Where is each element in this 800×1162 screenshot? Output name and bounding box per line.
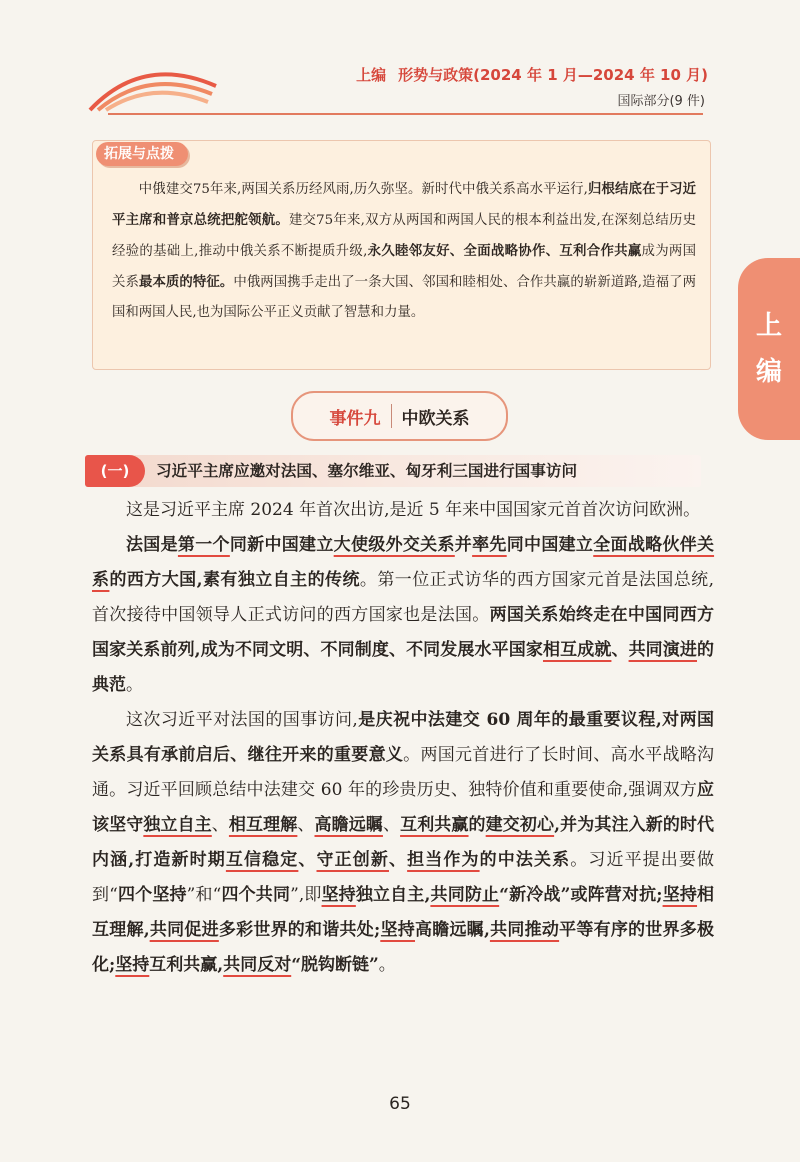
text-run: 、 <box>382 815 401 835</box>
underlined-phrase: 共同反对 <box>223 955 292 975</box>
text-run: 、 <box>388 850 408 870</box>
running-head <box>356 64 708 85</box>
underlined-phrase: 共同防止 <box>430 885 500 905</box>
text-run: 中俄建交75年来,两国关系历经风雨,历久弥坚。新时代中俄关系高水平运行, <box>138 182 588 197</box>
page-number: 65 <box>389 1094 411 1114</box>
event-title <box>291 391 508 441</box>
underlined-phrase: 独立自主 <box>143 815 212 835</box>
text-run: 四个坚持 <box>117 885 187 905</box>
header-rule <box>108 113 703 115</box>
paragraph <box>92 528 714 703</box>
underlined-phrase: 担当作为 <box>407 850 480 870</box>
text-run: 建交75年来,双方从两国和两国人民的根本利益出发,在深刻总结历史经验的基础上,推动中俄关系不断提质升级, <box>112 213 696 259</box>
text-run: 、 <box>297 815 315 835</box>
text-run: 。两国元首进行了长时间、高水平战略沟通。习近平回顾总结中法建交 60 年的珍贵历史、独特价值和重要使命,强调双方 <box>92 745 715 800</box>
underlined-phrase: 建交初心 <box>485 815 555 835</box>
text-run: 相互理解, <box>92 885 715 940</box>
side-tab <box>738 258 800 440</box>
text-run: 独立自主, <box>355 885 431 905</box>
text-run: 这是习近平主席 2024 年首次出访,是近 5 年来中国国家元首首次访问欧洲。 <box>126 500 701 520</box>
text-run: 高瞻远瞩, <box>415 920 490 940</box>
text-run: 的中法关系 <box>479 850 571 870</box>
text-run: 的典范 <box>92 640 715 695</box>
text-run: 。第一位正式访华的西方国家元首是法国总统,首次接待中国领导人正式访问的西方国家也是法国。 <box>92 570 715 625</box>
text-run: 、 <box>611 640 629 660</box>
text-run: ,并为其注入新的时代内涵,打造新时期 <box>92 815 715 870</box>
text-run: 这次习近平对法国的国事访问, <box>126 710 358 730</box>
text-run: 应该坚守 <box>92 780 714 835</box>
underlined-phrase: 大使级外交关系 <box>333 535 455 555</box>
section-indicator: 国际部分(9 件) <box>617 94 705 109</box>
text-run: 法国是 <box>126 535 178 555</box>
text-run: 的 <box>468 815 486 835</box>
text-run: 并 <box>454 535 473 555</box>
side-tab-char: 上 <box>755 311 782 341</box>
text-run: 同中国建立 <box>506 535 594 555</box>
running-head-title: 形势与政策(2024 年 1 月—2024 年 10 月) <box>398 66 708 84</box>
underlined-phrase: 互信稳定 <box>225 850 299 870</box>
paragraph <box>92 493 714 528</box>
text-run: 成为两国关系 <box>112 244 697 290</box>
underlined-phrase: 第一个 <box>177 535 230 555</box>
text-run: 。 <box>378 955 396 975</box>
text-run: “脱钩断链” <box>291 955 379 975</box>
extension-label: 拓展与点拨 <box>96 142 188 166</box>
underlined-phrase: 率先 <box>472 535 507 555</box>
underlined-phrase: 共同演进 <box>628 640 698 660</box>
text-run: 归根结底在于习近平主席和普京总统把舵领航。 <box>112 181 696 228</box>
text-run: 互利共赢, <box>149 955 224 975</box>
underlined-phrase: 高瞻远瞩 <box>314 815 383 835</box>
text-run: 永久睦邻友好、全面战略协作、互利合作共赢 <box>367 243 642 259</box>
body-text <box>92 493 714 983</box>
text-run: 同新中国建立 <box>229 535 334 555</box>
side-tab-char: 编 <box>755 357 782 387</box>
text-run: 的西方大国,素有独立自主的传统 <box>109 570 360 590</box>
underlined-phrase: 相互理解 <box>228 815 298 835</box>
text-run: 两国关系始终走在中国同西方国家关系前列,成为不同文明、不同制度、不同发展水平国家 <box>92 605 715 660</box>
underlined-phrase: 互利共赢 <box>400 815 469 835</box>
text-run: 是庆祝中法建交 60 周年的最重要议程,对两国关系具有承前启后、继往开来的重要意义 <box>92 710 714 765</box>
header-arc-decoration <box>88 60 218 112</box>
underlined-phrase: 共同推动 <box>489 920 560 940</box>
paragraph <box>92 703 714 983</box>
underlined-phrase: 共同促进 <box>149 920 219 940</box>
text-run: 、 <box>211 815 229 835</box>
underlined-phrase: 坚持 <box>662 885 698 905</box>
underlined-phrase: 坚持 <box>321 885 356 905</box>
text-run: 四个共同 <box>221 885 291 905</box>
text-run: ”,即 <box>290 885 322 905</box>
text-run: 中俄两国携手走出了一条大国、邻国和睦相处、合作共赢的崭新道路,造福了两国和两国人民,也为国际公平正义贡献了智慧和力量。 <box>112 275 696 320</box>
text-run: “新冷战”或阵营对抗; <box>499 885 663 905</box>
event-title-divider <box>391 404 392 428</box>
text-run: 最本质的特征。 <box>138 274 234 290</box>
section-number: (一) <box>85 455 145 487</box>
text-run: ”和“ <box>186 885 222 905</box>
underlined-phrase: 守正创新 <box>316 850 389 870</box>
extension-text <box>112 174 696 328</box>
text-run: 。 <box>126 675 143 695</box>
underlined-phrase: 坚持 <box>115 955 150 975</box>
underlined-phrase: 相互成就 <box>542 640 612 660</box>
text-run: 多彩世界的和谐共处; <box>218 920 381 940</box>
event-number: 事件九 <box>329 408 381 429</box>
underlined-phrase: 坚持 <box>380 920 416 940</box>
section-title: 习近平主席应邀对法国、塞尔维亚、匈牙利三国进行国事访问 <box>156 462 578 480</box>
event-name: 中欧关系 <box>401 408 470 429</box>
text-run: 平等有序的世界多极化; <box>92 920 715 975</box>
text-run: 、 <box>298 850 317 870</box>
running-head-part: 上编 <box>356 66 387 84</box>
underlined-phrase: 全面战略伙伴关系 <box>92 535 715 590</box>
text-run: 。习近平提出要做到“ <box>92 850 715 905</box>
